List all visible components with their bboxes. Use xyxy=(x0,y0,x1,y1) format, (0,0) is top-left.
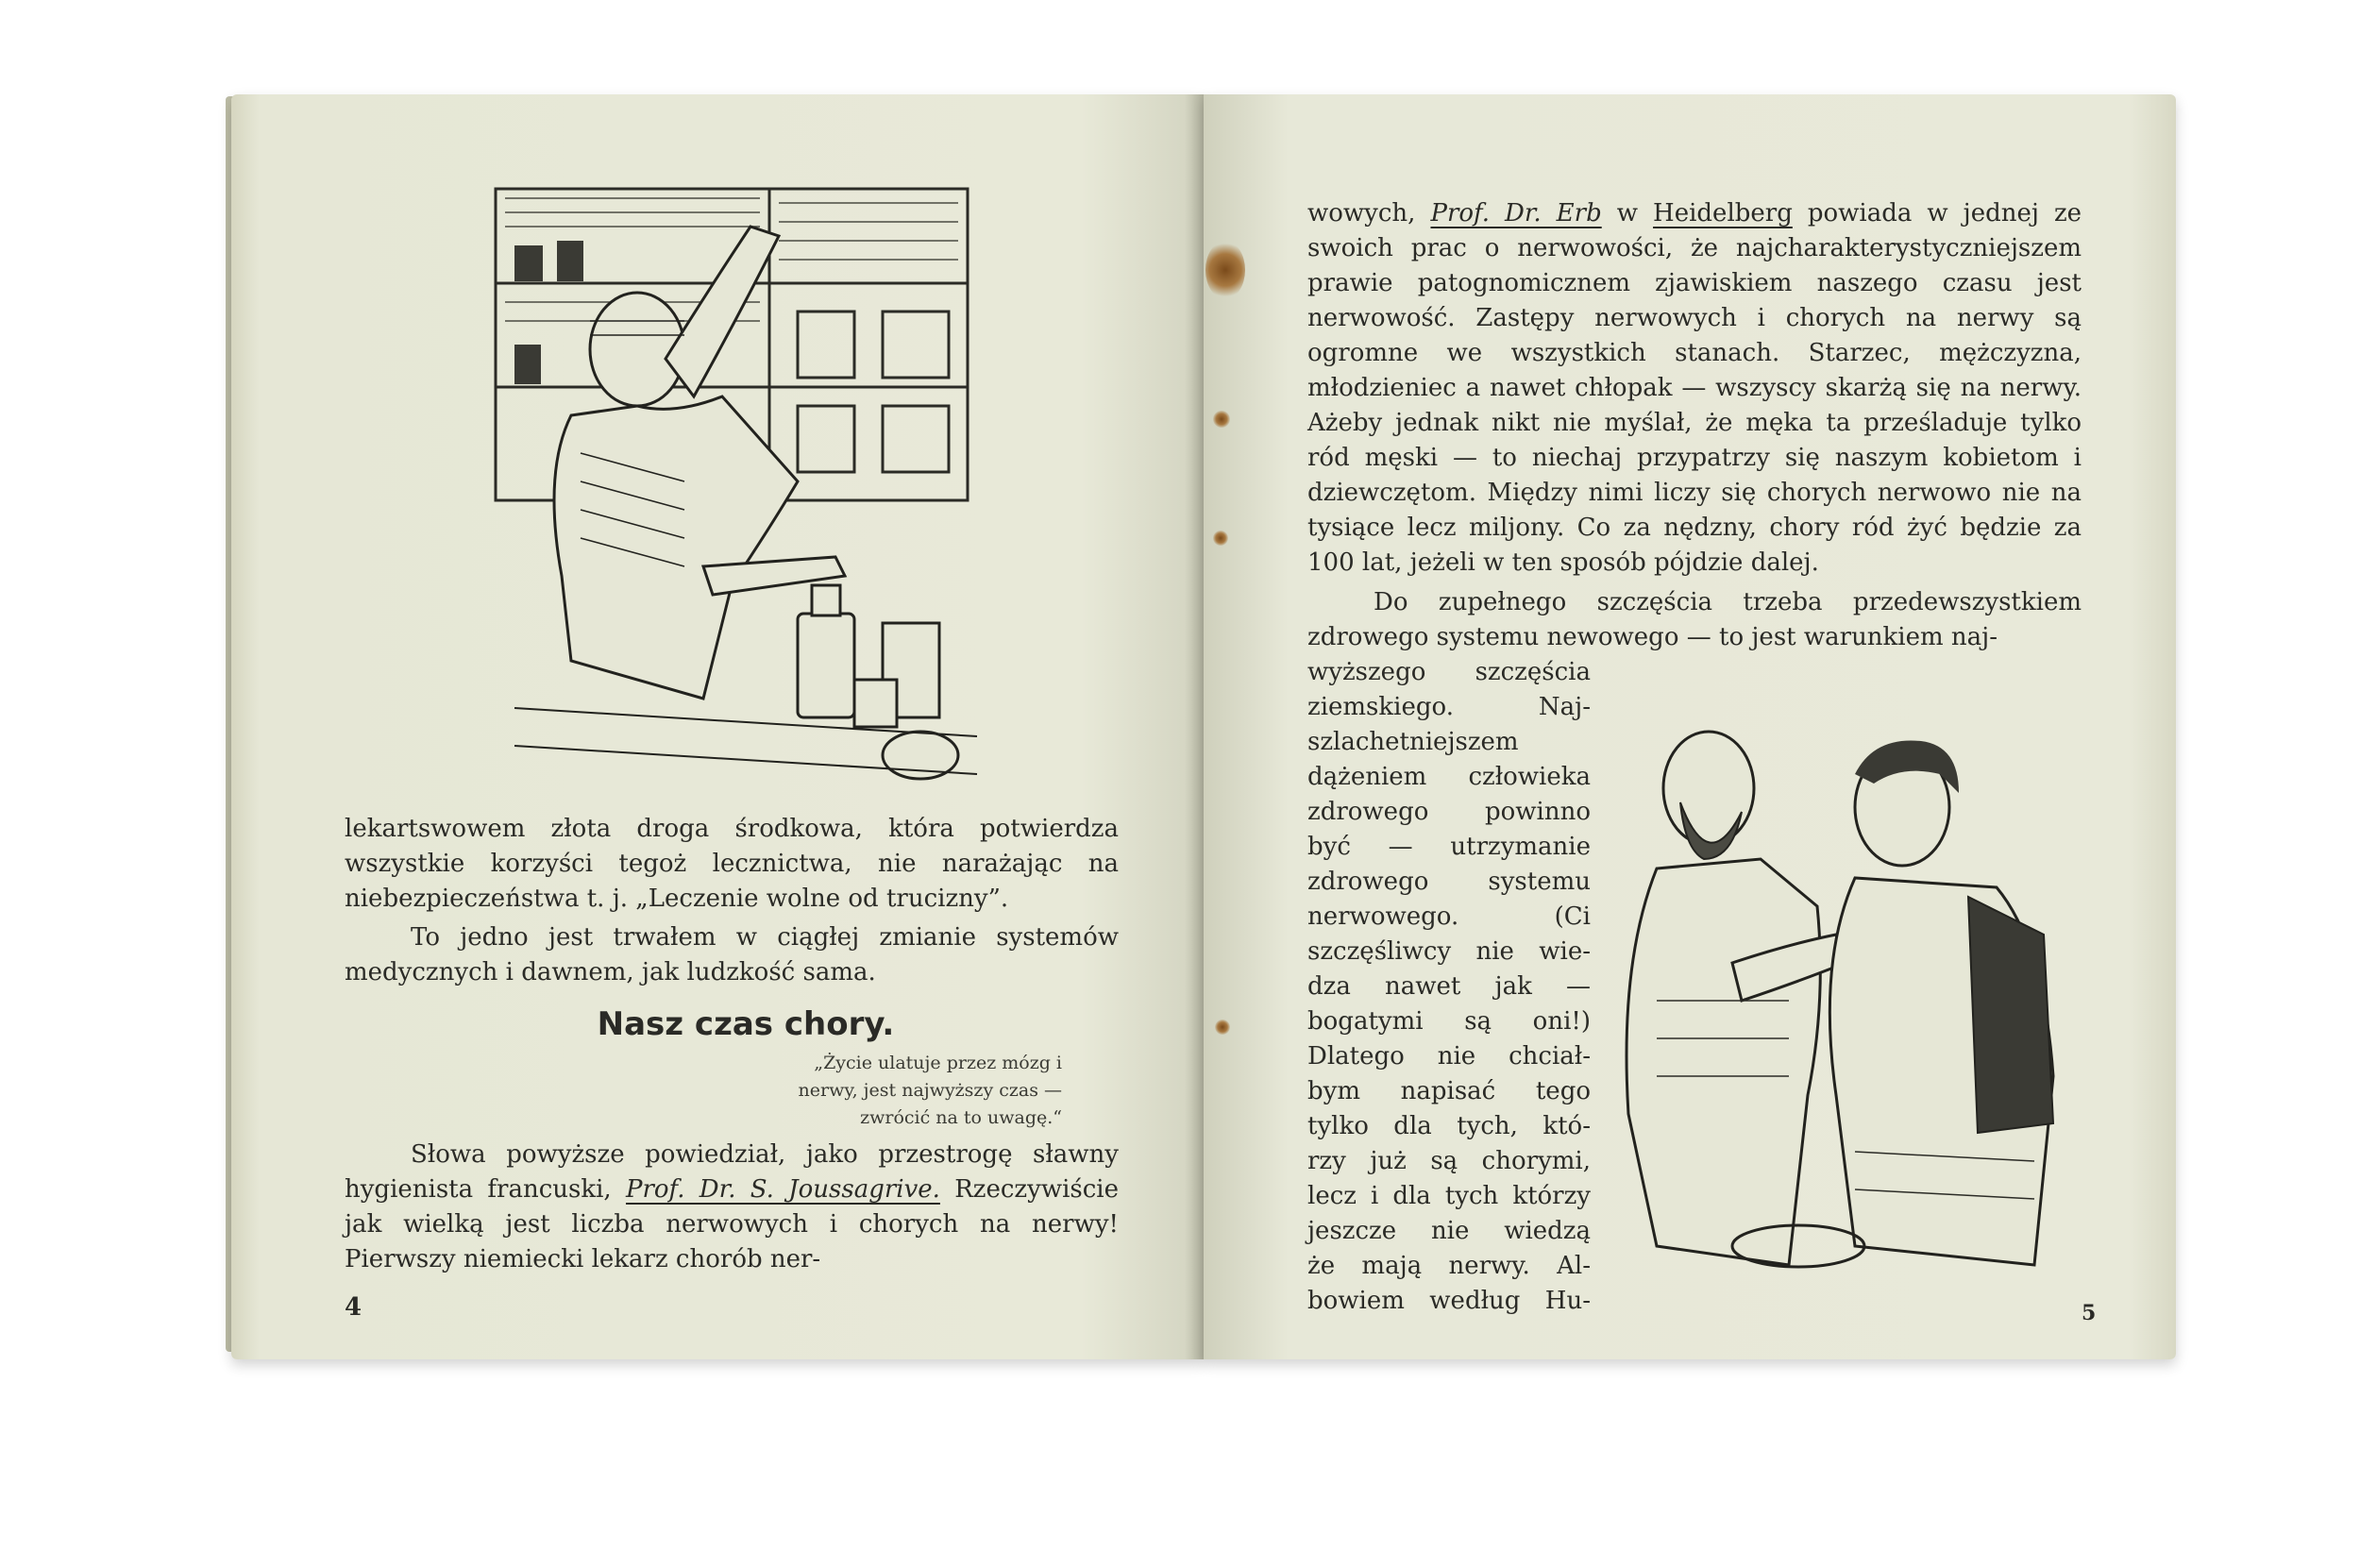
rust-stain xyxy=(1213,531,1228,546)
right-page xyxy=(1204,94,2176,1359)
column-line: jeszcze nie wiedzą xyxy=(1307,1217,1591,1245)
left-paragraph-1 xyxy=(345,812,1119,917)
left-paragraph-2 xyxy=(345,920,1119,990)
column-line: rzy już są chorymi, xyxy=(1307,1147,1591,1175)
pharmacist-illustration xyxy=(486,170,986,793)
right-paragraph-1 xyxy=(1307,196,2082,581)
left-paragraph-3 xyxy=(345,1138,1119,1277)
column-line: że mają nerwy. Al- xyxy=(1307,1252,1591,1280)
column-line: lecz i dla tych którzy xyxy=(1307,1182,1591,1210)
doctor-patient-illustration xyxy=(1600,717,2091,1274)
column-line: bym napisać tego xyxy=(1307,1077,1591,1105)
right-paragraph-2 xyxy=(1307,585,2082,655)
left-paragraph-1-text: lekartswowem złota droga środkowa, która potwierdza wszystkie korzyści tegoż lecznictwa, nie narażając na niebezpieczeństwa t. j. „Leczenie wolne od trucizny”. xyxy=(345,815,1119,913)
column-line: tylko dla tych, któ- xyxy=(1307,1112,1591,1140)
heidelberg-place: Heidelberg xyxy=(1653,199,1793,228)
left-page xyxy=(231,94,1204,1359)
column-line: dążeniem człowieka xyxy=(1307,763,1591,791)
column-line: bogatymi są oni!) xyxy=(1307,1007,1591,1036)
column-line: szczęśliwcy nie wie- xyxy=(1307,937,1591,966)
right-column-text xyxy=(1307,655,1591,1319)
paragraph-3-end: Rzeczywiście jak wielką jest liczba nerwowych i chorych na nerwy! Pierwszy niemiecki lekarz chorób ner- xyxy=(345,1175,1119,1273)
rust-stain xyxy=(1215,1020,1230,1035)
epigraph: „Życie ulatuje przez mózg i nerwy, jest najwyższy czas — zwrócić na to uwagę.“ xyxy=(798,1053,1062,1128)
joussagrive-name: Prof. Dr. S. Joussagrive. xyxy=(625,1175,940,1204)
rust-stain xyxy=(1205,241,1245,299)
rust-stain xyxy=(1213,411,1230,428)
column-line: zdrowego systemu xyxy=(1307,868,1591,896)
column-line: bowiem według Hu- xyxy=(1307,1287,1591,1315)
right-paragraph-2-text: Do zupełnego szczęścia trzeba przedewszystkiem zdrowego systemu newowego — to jest warunkiem naj- xyxy=(1307,588,2082,651)
section-heading: Nasz czas chory. xyxy=(597,1005,895,1043)
column-line: nerwowego. (Ci xyxy=(1307,902,1591,931)
left-paragraph-2-text: To jedno jest trwałem w ciągłej zmianie systemów medycznych i dawnem, jak ludzkość sama. xyxy=(345,923,1119,986)
erb-name: Prof. Dr. Erb xyxy=(1430,199,1602,228)
open-book xyxy=(231,87,2176,1371)
right-top-start: wowych, xyxy=(1307,199,1416,228)
page-number-right: 5 xyxy=(2082,1301,2097,1325)
paragraph-3-start: Słowa powyższe powiedział, jako przestrogę sławny hygienista francuski, xyxy=(345,1140,1119,1204)
column-line: szlachetniejszem xyxy=(1307,728,1519,756)
column-line: być — utrzymanie xyxy=(1307,833,1591,861)
right-top-end: powiada w jednej ze swoich prac o nerwowości, że najcharakterystyczniejszem prawie patognomicznem zjawiskiem naszego czasu jest nerwowość. Zastępy nerwowych i chorych na nerwy są ogromne we wszystkich stanach. Starzec, mężczyzna, młodzieniec a nawet chłopak — wszyscy skarżą się na nerwy. Ażeby jednak nikt nie myślał, że męka ta prześladuje tylko ród męski — to niechaj przypatrzy się naszym kobietom i dziewczętom. Między nimi liczy się chorych nerwowo nie na tysiące lecz miljony. Co za nędzny, chory ród żyć będzie za 100 lat, jeżeli w ten sposób pójdzie dalej. xyxy=(1307,199,2082,577)
column-line: dza nawet jak — xyxy=(1307,972,1591,1001)
column-line: Dlatego nie chciał- xyxy=(1307,1042,1591,1071)
right-top-mid: w xyxy=(1616,199,1639,228)
column-line: zdrowego powinno xyxy=(1307,798,1591,826)
column-line: wyższego szczęścia xyxy=(1307,658,1591,686)
page-number-left: 4 xyxy=(345,1293,362,1322)
column-line: ziemskiego. Naj- xyxy=(1307,693,1591,721)
